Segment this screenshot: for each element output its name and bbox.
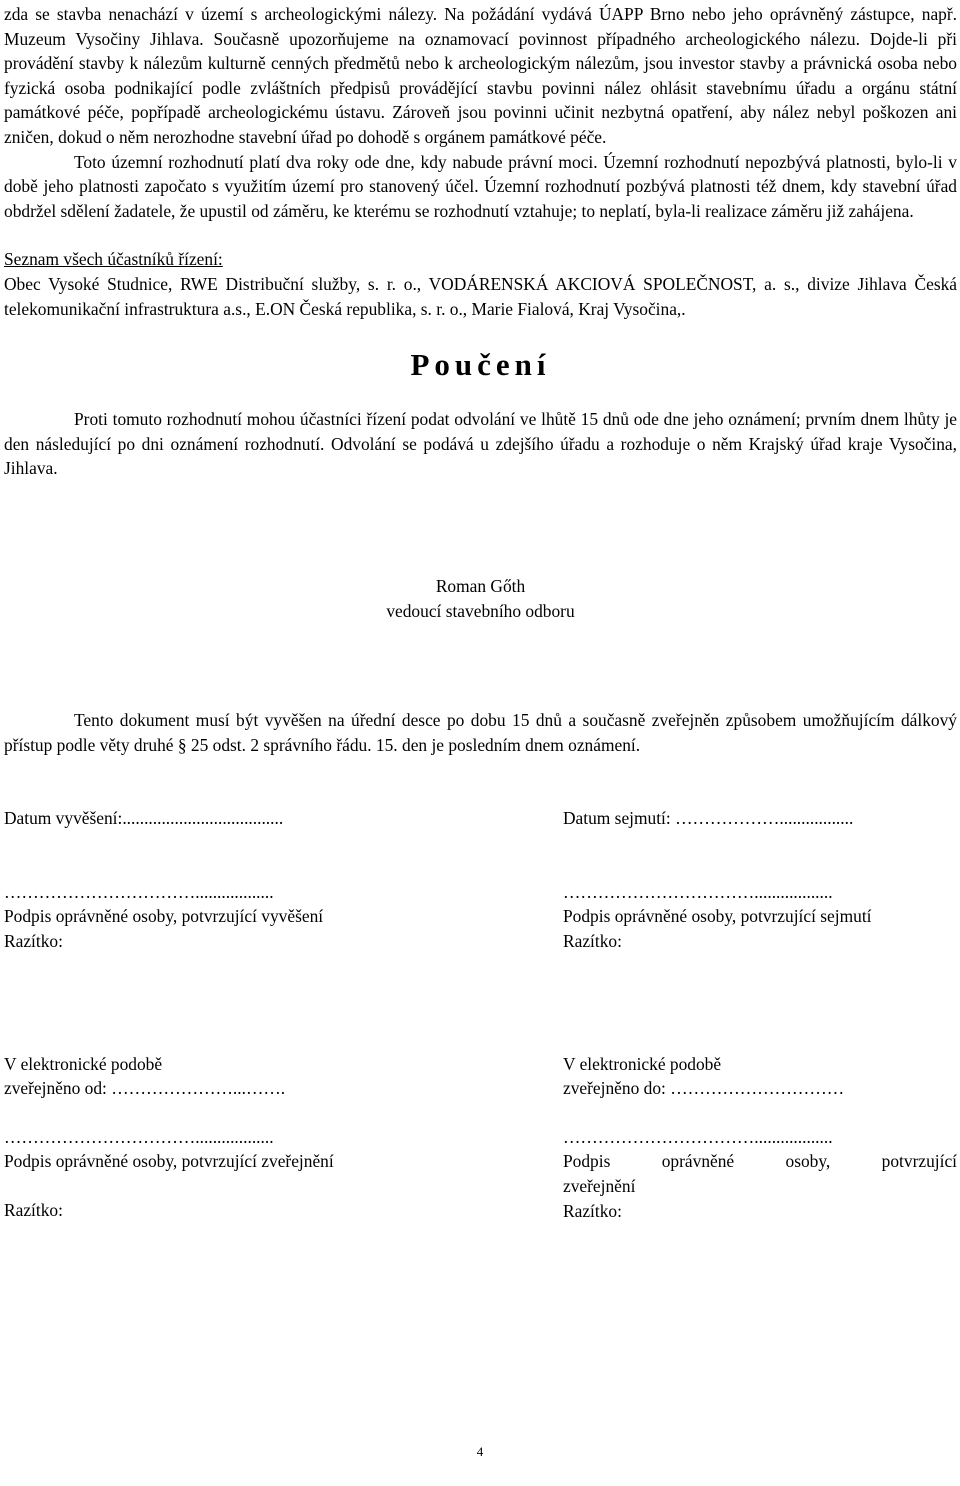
posting-stamp: Razítko: [4,931,63,952]
removal-dots: …………………………….................. [563,881,833,902]
signer-name: Roman Gőth [435,575,526,596]
posting-signature: Podpis oprávněné osoby, potvrzující vyvěšení [4,906,324,927]
electronic-to-line1: V elektronické podobě [563,1053,722,1074]
electronic-to-signature-b: zveřejnění [563,1176,636,1197]
electronic-right [563,1052,957,1224]
intro-paragraph: zda se stavba nenachází v území s archeologickými nálezy. Na požádání vydává ÚAPP Brno nebo jeho oprávněný zástupce, např. Muzeum Vysočiny Jihlava. Současně upozorňujeme na oznamovací povinnost případného archeologického nálezu. Dojde-li při provádění stavby k nálezům kulturně cenných předmětů nebo k archeologickým nálezům, jsou investor stavby a právnická osoba nebo fyzická osoba podnikající podle zvláštních předpisů provádějící stavbu povinni nález ohlásit stavebnímu úřadu a orgánu státní památkové péče, popřípadě archeologickému ústavu. Zároveň jsou povinni učinit nezbytná opatření, aby nález nebyl poškozen ani zničen, dokud o něm nerozhodne stavební úřad po dohodě s orgánem památkové péče. [4,4,957,147]
page-number: 4 [476,1444,484,1459]
electronic-row [4,1052,957,1224]
document-page [4,2,957,1223]
participants-list: Obec Vysoké Studnice, RWE Distribuční služby, s. r. o., VODÁRENSKÁ AKCIOVÁ SPOLEČNOST, a. s., divize Jihlava Česká telekomunikační infrastruktura a.s., E.ON Česká republika, s. r. o., Marie Fialová, Kraj Vysočina,. [4,273,957,319]
posting-right [563,806,957,953]
electronic-to-dots: …………………………….................. [563,1126,833,1147]
signer-role: vedoucí stavebního odboru [386,600,575,621]
posting-date-label: Datum vyvěšení:..................................... [4,808,284,829]
pouceni-text: Proti tomuto rozhodnutí mohou účastníci řízení podat odvolání ve lhůtě 15 dnů ode dne jeho oznámení; prvním dnem lhůty je den následující po dni oznámení rozhodnutí. Odvolání se podává u zdejšího úřadu a rozhoduje o něm Krajský úřad kraje Vysočina, Jihlava. [4,409,957,479]
posting-left [4,806,424,953]
signature-block [4,574,957,623]
removal-signature: Podpis oprávněné osoby, potvrzující sejmutí [563,906,872,927]
spacer [4,757,957,806]
electronic-left [4,1052,424,1224]
electronic-to-stamp: Razítko: [563,1200,622,1221]
electronic-to-signature-a: Podpis oprávněné osoby, potvrzující [563,1151,957,1172]
removal-date-label: Datum sejmutí: ………………................. [563,808,854,829]
validity-paragraph: Toto územní rozhodnutí platí dva roky ode dne, kdy nabude právní moci. Územní rozhodnutí nepozbývá platnosti, bylo-li v době jeho platnosti započato s využitím území pro stanovený účel. Územní rozhodnutí pozbývá platnosti též dnem, kdy stavební úřad obdržel sdělení žadatele, že upustil od záměru, ke kterému se rozhodnutí vztahuje; to neplatí, byla-li realizace záměru již zahájena. [4,151,957,221]
spacer [4,954,957,1052]
participants-heading: Seznam všech účastníků řízení: [4,249,223,270]
electronic-from-stamp: Razítko: [4,1200,63,1221]
spacer [4,223,957,247]
notice-paragraph: Tento dokument musí být vyvěšen na úřední desce po dobu 15 dnů a současně zveřejněn způsobem umožňujícím dálkový přístup podle věty druhé § 25 odst. 2 správního řádu. 15. den je posledním dnem oznámení. [4,710,957,755]
posting-dots: …………………………….................. [4,881,274,902]
electronic-from-line1: V elektronické podobě [4,1053,163,1074]
pouceni-title: Poučení [410,347,551,383]
electronic-from-dots: …………………………….................. [4,1126,274,1147]
removal-stamp: Razítko: [563,931,622,952]
electronic-to-line2: zveřejněno do: ………………………… [563,1078,845,1099]
electronic-from-line2: zveřejněno od: …………………...……. [4,1078,286,1099]
posting-row [4,806,957,953]
electronic-from-signature: Podpis oprávněné osoby, potvrzující zveřejnění [4,1151,334,1172]
participants-heading-line [4,247,957,272]
